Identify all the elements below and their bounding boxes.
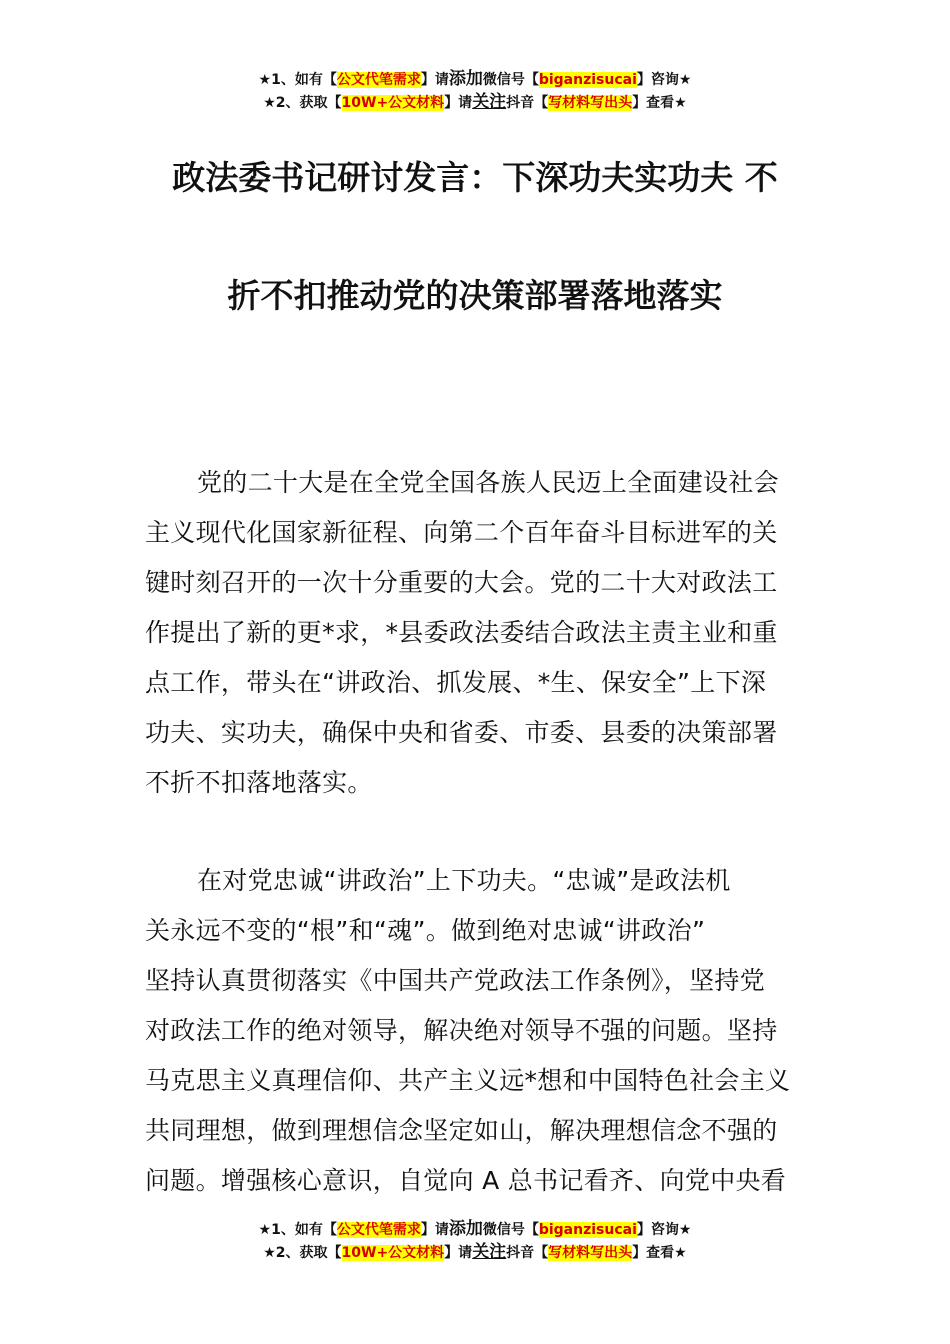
highlight-wechat-id: biganzisucai [538, 72, 637, 88]
highlight-writing-service: 公文代笔需求 [336, 72, 421, 88]
paragraph-line: 键时刻召开的一次十分重要的大会。党的二十大对政法工 [145, 568, 778, 597]
paragraph-2 [145, 856, 810, 1206]
highlight-writing-service: 公文代笔需求 [336, 1222, 421, 1238]
paragraph-line: 马克思主义真理信仰、共产主义远*想和中国特色社会主义 [145, 1066, 791, 1095]
paragraph-1 [145, 458, 810, 808]
highlight-materials: 10W+公文材料 [341, 1245, 445, 1261]
paragraph-line: 党的二十大是在全党全国各族人民迈上全面建设社会 [197, 468, 779, 497]
highlight-douyin-account: 写材料写出头 [548, 1245, 633, 1261]
paragraph-line: 功夫、实功夫，确保中央和省委、市委、县委的决策部署 [145, 718, 778, 747]
paragraph-line: 在对党忠诚“讲政治”上下功夫。“忠诚”是政法机 [197, 866, 731, 895]
paragraph-line: 共同理想，做到理想信念坚定如山，解决理想信念不强的 [145, 1116, 778, 1145]
paragraph-line: 主义现代化国家新征程、向第二个百年奋斗目标进军的关 [145, 518, 778, 547]
banner-line-1: ★1、如有【公文代笔需求】请添加微信号【biganzisucai】咨询★ [258, 1219, 692, 1239]
paragraph-line: 关永远不变的“根”和“魂”。做到绝对忠诚“讲政治” [145, 916, 706, 945]
paragraph-line: 问题。增强核心意识，自觉向 A 总书记看齐、向党中央看 [145, 1166, 787, 1195]
banner-line-2: ★2、获取【10W+公文材料】请关注抖音【写材料写出头】查看★ [263, 1242, 687, 1262]
paragraph-line: 不折不扣落地落实。 [145, 768, 373, 797]
highlight-douyin-account: 写材料写出头 [548, 95, 633, 111]
document-title-line-2: 折不扣推动党的决策部署落地落实 [227, 276, 723, 315]
banner-line-2: ★2、获取【10W+公文材料】请关注抖音【写材料写出头】查看★ [263, 92, 687, 112]
banner-line-1: ★1、如有【公文代笔需求】请添加微信号【biganzisucai】咨询★ [258, 69, 692, 89]
paragraph-line: 点工作，带头在“讲政治、抓发展、*生、保安全”上下深 [145, 668, 767, 697]
paragraph-line: 对政法工作的绝对领导，解决绝对领导不强的问题。坚持 [145, 1016, 778, 1045]
paragraph-line: 作提出了新的更*求，*县委政法委结合政法主责主业和重 [145, 618, 778, 647]
bottom-banner [0, 1218, 950, 1264]
highlight-materials: 10W+公文材料 [341, 95, 445, 111]
paragraph-line: 坚持认真贯彻落实《中国共产党政法工作条例》，坚持党 [145, 966, 766, 995]
document-title-line-1: 政法委书记研讨发言：下深功夫实功夫 不 [172, 158, 778, 197]
top-banner [0, 68, 950, 114]
highlight-wechat-id: biganzisucai [538, 1222, 637, 1238]
